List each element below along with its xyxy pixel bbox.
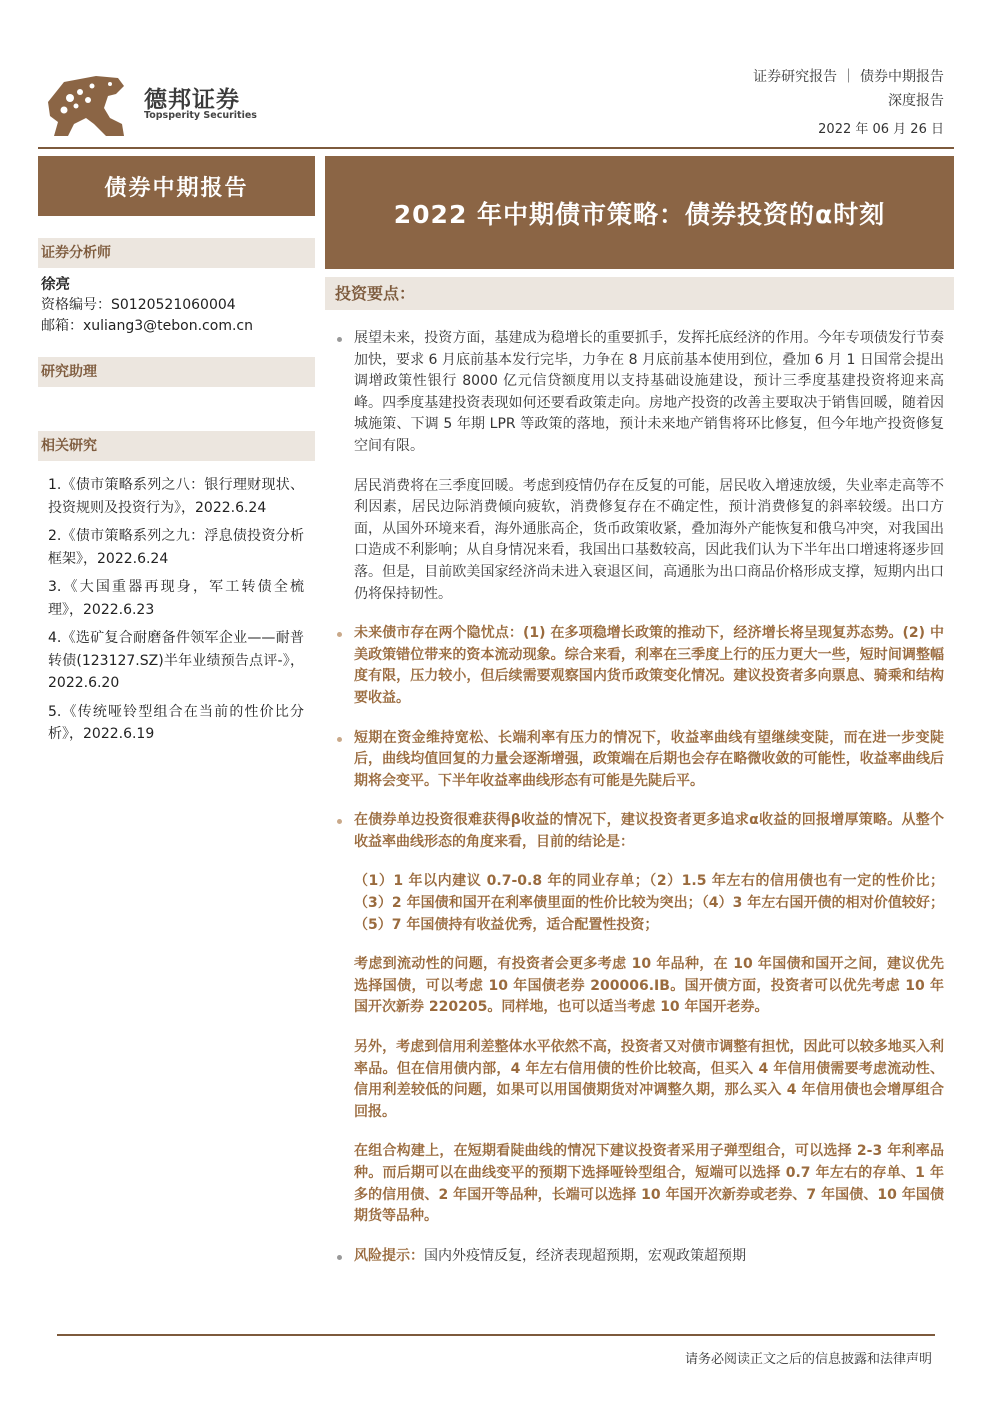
risk-label: 风险提示： <box>354 1247 424 1264</box>
paragraph-credit: 另外，考虑到信用利差整体水平依然不高，投资者又对债市调整有担忧，因此可以较多地买入利率品。但在信用债内部，4 年左右信用债的性价比较高，但买入 4 年信用债需要考虑流动性、信用利差较低的问题，如果可以用国债期货对冲调整久期，那么买入 4 年信用债也会增厚组合回报。 <box>354 1039 944 1120</box>
paragraph-consumption: 居民消费将在三季度回暖。考虑到疫情仍存在反复的可能，居民收入增速放缓，失业率走高等不利因素，居民边际消费倾向疲软，消费修复存在不确定性，预计消费修复的斜率较缓。出口方面，从国外环境来看，海外通胀高企，货币政策收紧，叠加海外产能恢复和俄乌冲突，对我国出口造成不利影响；从自身情况来看，我国出口基数较高，因此我们认为下半年出口增速将逐步回落。但是，目前欧美国家经济尚未进入衰退区间，高通胀为出口商品价格形成支撑，短期内出口仍将保持韧性。 <box>354 477 944 602</box>
assistant-section-head: 研究助理 <box>38 357 315 387</box>
paragraph-investment: 展望未来，投资方面，基建成为稳增长的重要抓手，发挥托底经济的作用。今年专项债发行节奏加快，要求 6 月底前基本发行完毕，力争在 8 月底前基本使用到位，叠加 6 月 1 日国常会提出调增政策性银行 8000 亿元信贷额度用以支持基础设施建设，预计三季度基建投资将迎来高峰。四季度基建投资表现如何还要看政策走向。房地产投资的改善主要取决于销售回暖，随着因城施策、下调 5 年期 LPR 等政策的落地，预计未来地产销售将环比修复，但今年地产投资修复空间有限。 <box>334 328 944 458</box>
related-item[interactable]: 3.《大国重器再现身，军工转债全梳理》，2022.6.23 <box>48 579 304 618</box>
paragraph-conclusions: （1）1 年以内建议 0.7-0.8 年的同业存单；（2）1.5 年左右的信用债也有一定的性价比；（3）2 年国债和国开在利率债里面的性价比较为突出；（4）3 年左右国开债的相对价值较好；（5）7 年国债持有收益优秀，适合配置性投资； <box>354 873 944 933</box>
paragraph-portfolio: 在组合构建上，在短期看陡曲线的情况下建议投资者采用子弹型组合，可以选择 2-3 年利率品种。而后期可以在曲线变平的预期下选择哑铃型组合，短端可以选择 0.7 年左右的存单、1 年多的信用债、2 年国开等品种，长端可以选择 10 年国开次新券或老券、7 年国债、10 年国债期货等品种。 <box>354 1143 944 1225</box>
paragraph-risk <box>334 1246 944 1268</box>
logo-chinese: 德邦证券 <box>144 87 240 113</box>
paragraph-concerns: 未来债市存在两个隐忧点：(1) 在多项稳增长政策的推动下，经济增长将呈现复苏态势。(2) 中美政策错位带来的资本流动现象。综合来看，利率在三季度上行的压力更大一些，短时间调整幅度有限，压力较小，但后续需要观察国内货币政策变化情况。建议投资者多向票息、骑乘和结构要收益。 <box>334 623 944 709</box>
related-research-list <box>48 474 304 752</box>
paragraph-curve: 短期在资金维持宽松、长端利率有压力的情况下，收益率曲线有望继续变陡，而在进一步变陡后，曲线均值回复的力量会逐渐增强，政策端在后期也会存在略微收敛的可能性，收益率曲线后期将会变平。下半年收益率曲线形态有可能是先陡后平。 <box>334 728 944 793</box>
key-points-head: 投资要点： <box>325 277 954 310</box>
related-section-head: 相关研究 <box>38 431 315 461</box>
footer-divider <box>57 1334 935 1336</box>
related-item[interactable]: 2.《债市策略系列之九：浮息债投资分析框架》，2022.6.24 <box>48 528 304 567</box>
analyst-cert: 资格编号：S0120521060004 <box>41 297 236 313</box>
paragraph-liquidity: 考虑到流动性的问题，有投资者会更多考虑 10 年品种，在 10 年国债和国开之间，建议优先选择国债，可以考虑 10 年国债老券 200006.IB。国开债方面，投资者可以优先考虑 10 年国开次新券 220205。同样地，也可以适当考虑 10 年国开老券。 <box>354 956 944 1016</box>
risk-text: 国内外疫情反复，经济表现超预期，宏观政策超预期 <box>424 1247 746 1264</box>
analyst-section-head: 证券分析师 <box>38 238 315 268</box>
related-item[interactable]: 4.《选矿复合耐磨备件领军企业——耐普转债(123127.SZ)半年业绩预告点评-》，2022.6.20 <box>48 630 304 691</box>
header-divider <box>38 147 954 149</box>
footer-disclaimer[interactable]: 请务必阅读正文之后的信息披露和法律声明 <box>684 1352 932 1367</box>
report-subtype: 深度报告 <box>888 93 944 109</box>
analyst-name: 徐亮 <box>41 277 70 293</box>
related-item[interactable]: 5.《传统哑铃型组合在当前的性价比分析》，2022.6.19 <box>48 703 304 742</box>
paragraph-alpha: 在债券单边投资很难获得β收益的情况下，建议投资者更多追求α收益的回报增厚策略。从整个收益率曲线形态的角度来看，目前的结论是： <box>334 810 944 853</box>
key-points-body <box>334 328 944 1285</box>
company-logo <box>44 72 126 140</box>
related-item[interactable]: 1.《债市策略系列之八：银行理财现状、投资规则及投资行为》，2022.6.24 <box>48 477 304 516</box>
report-title: 2022 年中期债市策略：债券投资的α时刻 <box>325 156 954 269</box>
sidebar-banner: 债券中期报告 <box>38 156 315 216</box>
report-type: 证券研究报告 ｜ 债券中期报告 <box>753 69 944 85</box>
report-date: 2022 年 06 月 26 日 <box>818 122 944 137</box>
analyst-email: 邮箱：xuliang3@tebon.com.cn <box>41 318 253 334</box>
logo-english: Topsperity Securities <box>144 110 257 121</box>
